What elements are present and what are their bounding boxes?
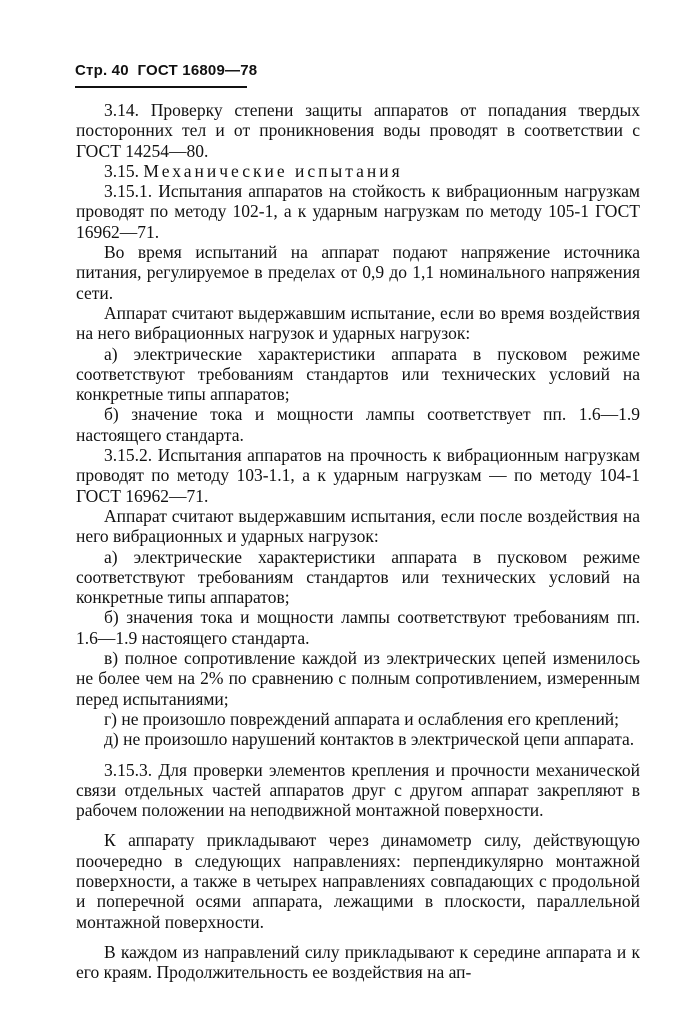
paragraph-directions: В каждом из направлений силу прикладывают к середине аппарата и к его краям. Продолжительность ее воздействия на ап- [76,941,640,983]
section-title: Механические испытания [143,160,403,181]
paragraph-3-15-2: 3.15.2. Испытания аппаратов на прочность к вибрационным нагрузкам проводят по методу 103-1.1, а к ударным нагрузкам — по методу 104-1 ГОСТ 16962—71. [76,445,640,506]
standard-code: ГОСТ 16809—78 [137,62,258,79]
paragraph-force: К аппарату прикладывают через динамометр силу, действующую поочередно в следующих направлениях: перпендикулярно монтажной поверхности, а также в четырех направлениях совпадающих с продольной и поперечной осями аппарата, лежащими в плоскости, параллельной монтажной поверхности. [76,830,640,932]
list-item-a-1: а) электрические характеристики аппарата в пусковом режиме соответствуют требованиям стандартов или технических условий на конкретные типы аппаратов; [76,343,640,405]
paragraph-criteria-2: Аппарат считают выдержавшим испытания, если после воздействия на него вибрационных и ударных нагрузок: [76,505,640,547]
list-item-b-2: б) значения тока и мощности лампы соответствуют требованиям пп. 1.6—1.9 настоящего стандарта. [76,607,640,648]
list-item-g-2: г) не произошло повреждений аппарата и ослабления его креплений; [104,708,620,729]
document-body [76,100,640,982]
paragraph-criteria-1: Аппарат считают выдержавшим испытание, если во время воздействия на него вибрационных нагрузок и ударных нагрузок: [76,302,640,344]
section-number: 3.15. [104,160,139,181]
list-item-d-2: д) не произошло нарушений контактов в электрической цепи аппарата. [104,729,635,750]
paragraph-voltage: Во время испытаний на аппарат подают напряжение источника питания, регулируемое в пределах от 0,9 до 1,1 номинального напряжения сети. [76,242,640,303]
section-heading-3-15 [76,161,640,181]
header-rule [75,86,247,88]
list-item-a-2: а) электрические характеристики аппарата в пусковом режиме соответствуют требованиям стандартов или технических условий на конкретные типы аппаратов; [76,546,640,608]
paragraph-3-15-1: 3.15.1. Испытания аппаратов на стойкость к вибрационным нагрузкам проводят по методу 102-1, а к ударным нагрузкам по методу 105-1 ГОСТ 16962—71. [76,181,640,242]
paragraph-3-15-3: 3.15.3. Для проверки элементов крепления и прочности механической связи отдельных частей аппаратов друг с другом аппарат закрепляют в рабочем положении на неподвижной монтажной поверхности. [76,759,640,821]
list-item-v-2: в) полное сопротивление каждой из электрических цепей изменилось не более чем на 2% по сравнению с полным сопротивлением, измеренным перед испытаниями; [76,648,640,709]
page-number: Стр. 40 [75,62,129,79]
page-header [75,62,257,79]
paragraph-3-14: 3.14. Проверку степени защиты аппаратов от попадания твердых посторонних тел и от проникновения воды проводят в соответствии с ГОСТ 14254—80. [76,100,640,161]
list-item-b-1: б) значение тока и мощности лампы соответствует пп. 1.6—1.9 настоящего стандарта. [76,404,640,445]
